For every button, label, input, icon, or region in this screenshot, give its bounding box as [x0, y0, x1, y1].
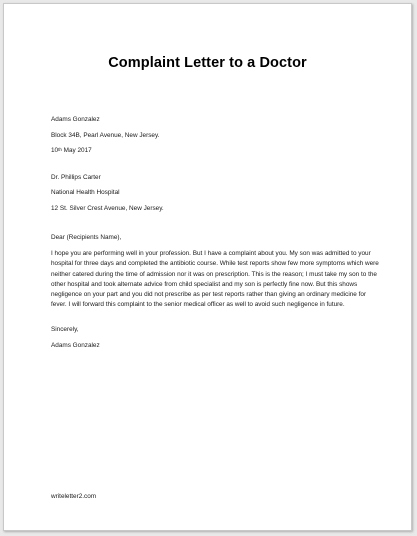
- sender-name: Adams Gonzalez: [51, 116, 100, 123]
- letter-date: [51, 147, 92, 155]
- closing: Sincerely,: [51, 326, 79, 333]
- recipient-address: 12 St. Silver Crest Avenue, New Jersey.: [51, 205, 164, 212]
- recipient-hospital: National Health Hospital: [51, 189, 120, 196]
- signature: Adams Gonzalez: [51, 342, 100, 349]
- sender-address: Block 34B, Pearl Avenue, New Jersey.: [51, 132, 160, 139]
- recipient-name: Dr. Phillips Carter: [51, 174, 101, 181]
- document-page: [3, 3, 412, 531]
- letter-body: I hope you are performing well in your profession. But I have a complaint about you. My son was admitted to your hospital for three days and completed the antibiotic course. While test reports show few more symptoms which were neither catered during the time of admission nor it was on prescription. This is the reason; I must take my son to the other hospital and took alternate advice from child specialist and my son is perfectly fine now. But this shows negligence on your part and you did not prescribe as per test reports rather than giving an ordinary medicine for fever. I will forward this complaint to the senior medical officer as well to avoid such negligence in future.: [51, 250, 379, 309]
- date-day: 10: [51, 147, 59, 154]
- date-suffix: th: [58, 147, 62, 152]
- salutation: Dear (Recipients Name),: [51, 234, 122, 241]
- date-rest: May 2017: [61, 147, 92, 154]
- page-title: Complaint Letter to a Doctor: [108, 55, 307, 71]
- footer-website: writeletter2.com: [51, 493, 97, 500]
